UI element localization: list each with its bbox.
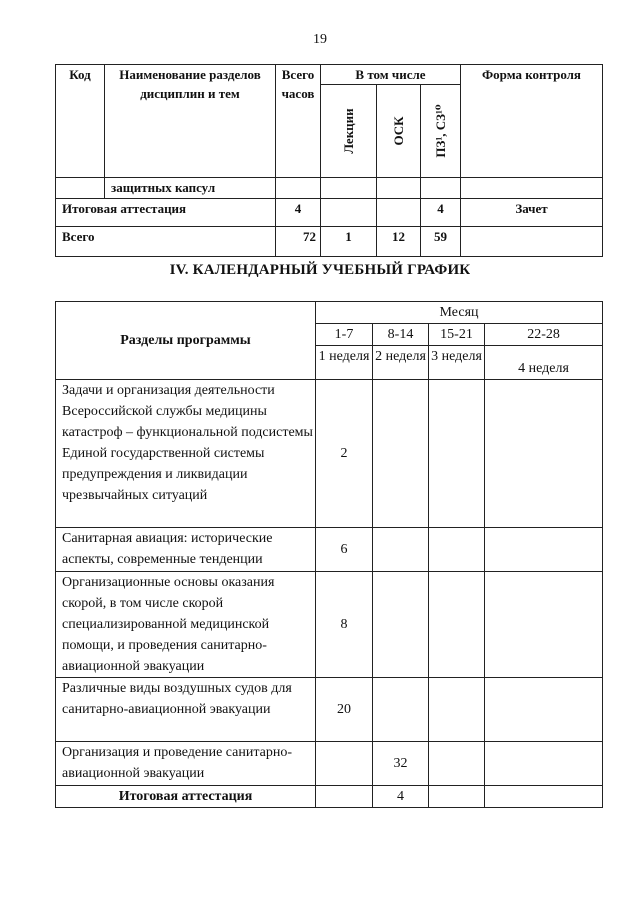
row4-week3 <box>429 742 485 786</box>
row0-week1: 2 <box>316 380 373 528</box>
header-range-4: 22-28 <box>485 324 603 346</box>
header-lectures: Лекции <box>340 108 356 154</box>
row4-week2: 32 <box>373 742 429 786</box>
row2-form <box>461 227 603 257</box>
row2-lectures: 1 <box>321 227 377 257</box>
section-title: IV. КАЛЕНДАРНЫЙ УЧЕБНЫЙ ГРАФИК <box>169 262 471 278</box>
row2-osk: 12 <box>377 227 421 257</box>
row3-section: Различные виды воздушных судов для санитарно-авиационной эвакуации <box>56 678 316 742</box>
header-name: Наименование разделов дисциплин и тем <box>105 65 276 178</box>
header-code: Код <box>56 65 105 178</box>
table-row <box>56 742 603 786</box>
table-row <box>56 786 603 808</box>
header-month: Месяц <box>316 302 603 324</box>
table-row <box>56 227 603 257</box>
row3-week1: 20 <box>316 678 373 742</box>
row0-total <box>276 178 321 199</box>
row0-code <box>56 178 105 199</box>
row0-name: защитных капсул <box>105 178 276 199</box>
row2-week2 <box>373 572 429 678</box>
row0-week4 <box>485 380 603 528</box>
header-control-form: Форма контроля <box>461 65 603 178</box>
row5-week3 <box>429 786 485 808</box>
table-row <box>56 528 603 572</box>
row0-week2 <box>373 380 429 528</box>
row1-form: Зачет <box>461 199 603 227</box>
row1-osk <box>377 199 421 227</box>
table-row <box>56 572 603 678</box>
row3-week2 <box>373 678 429 742</box>
row2-name: Всего <box>56 227 276 257</box>
row1-name: Итоговая аттестация <box>56 199 276 227</box>
row5-section: Итоговая аттестация <box>56 786 316 808</box>
header-osk: ОСК <box>390 116 406 146</box>
table-row <box>56 178 603 199</box>
row5-week4 <box>485 786 603 808</box>
row5-week1 <box>316 786 373 808</box>
row0-lectures <box>321 178 377 199</box>
row2-section: Организационные основы оказания скорой, в том числе скорой специализированной медицинской помощи, и проведения санитарно-авиационной эвакуации <box>56 572 316 678</box>
table-row <box>56 199 603 227</box>
row1-pz: 4 <box>421 199 461 227</box>
header-lectures-cell <box>321 85 377 178</box>
header-sections: Разделы программы <box>56 302 316 380</box>
row3-week3 <box>429 678 485 742</box>
row4-week4 <box>485 742 603 786</box>
row3-week4 <box>485 678 603 742</box>
row4-section: Организация и проведение санитарно-авиационной эвакуации <box>56 742 316 786</box>
row2-week4 <box>485 572 603 678</box>
header-range-2: 8-14 <box>373 324 429 346</box>
row1-section: Санитарная авиация: исторические аспекты, современные тенденции <box>56 528 316 572</box>
table-row <box>56 380 603 528</box>
row1-total: 4 <box>276 199 321 227</box>
header-pz-sz: ПЗ¹, СЗ¹⁰ <box>432 104 448 158</box>
row1-week2 <box>373 528 429 572</box>
row1-week3 <box>429 528 485 572</box>
row1-week1: 6 <box>316 528 373 572</box>
curriculum-table <box>55 64 603 257</box>
row0-form <box>461 178 603 199</box>
header-week-2: 2 неделя <box>373 346 429 380</box>
table-header-row <box>56 302 603 324</box>
row2-week3 <box>429 572 485 678</box>
row0-osk <box>377 178 421 199</box>
row5-week2: 4 <box>373 786 429 808</box>
row1-week4 <box>485 528 603 572</box>
row2-week1: 8 <box>316 572 373 678</box>
row0-pz <box>421 178 461 199</box>
header-pz-cell <box>421 85 461 178</box>
row4-week1 <box>316 742 373 786</box>
header-week-1: 1 неделя <box>316 346 373 380</box>
table-header-row <box>56 65 603 85</box>
row0-week3 <box>429 380 485 528</box>
header-range-3: 15-21 <box>429 324 485 346</box>
header-osk-cell <box>377 85 421 178</box>
header-week-4: 4 неделя <box>485 346 603 380</box>
header-total-hours: Всего часов <box>276 65 321 178</box>
header-range-1: 1-7 <box>316 324 373 346</box>
header-including: В том числе <box>321 65 461 85</box>
row0-section: Задачи и организация деятельности Всероссийской службы медицины катастроф – функциональной подсистемы Единой государственной системы предупреждения и ликвидации чрезвычайных ситуаций <box>56 380 316 528</box>
schedule-table <box>55 301 603 808</box>
table-row <box>56 678 603 742</box>
row2-pz: 59 <box>421 227 461 257</box>
row1-lectures <box>321 199 377 227</box>
page-number: 19 <box>313 32 327 47</box>
row2-total: 72 <box>276 227 321 257</box>
header-week-3: 3 неделя <box>429 346 485 380</box>
